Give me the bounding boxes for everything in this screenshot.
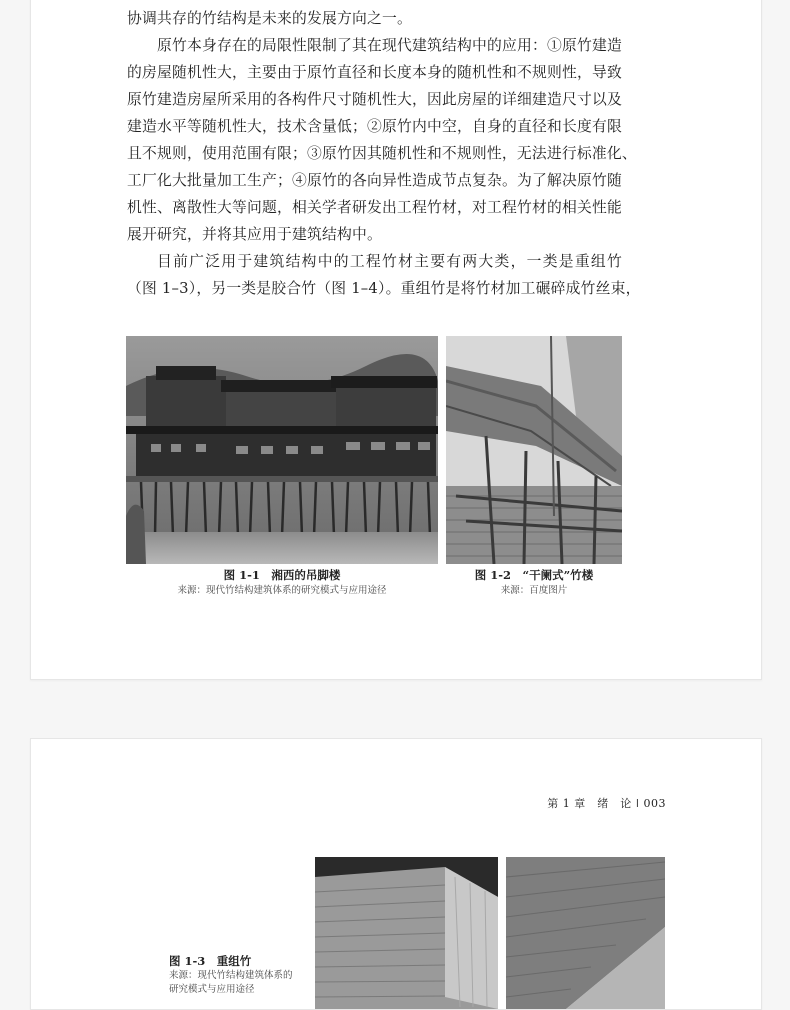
stilt-house-photo	[126, 336, 438, 564]
text-line: 展开研究，并将其应用于建筑结构中。	[127, 226, 382, 243]
figure-source: 来源：百度图片	[500, 585, 568, 596]
figure-source: 来源：现代竹结构建筑体系的	[169, 970, 293, 981]
figure-caption	[446, 567, 622, 598]
body-paragraphs	[127, 5, 641, 302]
figure-caption	[169, 953, 309, 997]
text-line: 原竹本身存在的局限性限制了其在现代建筑结构中的应用：①原竹建造	[157, 37, 622, 54]
text-line: 目前广泛用于建筑结构中的工程竹材主要有两大类，一类是重组竹	[157, 253, 622, 270]
figure-caption	[126, 567, 438, 598]
figure-title: 图 1-2 “干阑式”竹楼	[474, 568, 594, 582]
text-line: 建造水平等随机性大，技术含量低；②原竹内中空，自身的直径和长度有限	[127, 118, 622, 135]
document-page-top	[30, 0, 762, 680]
figure-source: 来源：现代竹结构建筑体系的研究模式与应用途径	[177, 585, 387, 596]
figure-title: 图 1-3 重组竹	[169, 954, 252, 968]
text-line: 协调共存的竹结构是未来的发展方向之一。	[127, 10, 412, 27]
text-line: 的房屋随机性大，主要由于原竹直径和长度本身的随机性和不规则性，导致	[127, 64, 622, 81]
figure-title: 图 1-1 湘西的吊脚楼	[223, 568, 341, 582]
document-page-bottom	[30, 738, 762, 1010]
laminated-bamboo-photo	[506, 857, 665, 1009]
bamboo-house-photo	[446, 336, 622, 564]
text-line: 机性、离散性大等问题，相关学者研发出工程竹材，对工程竹材的相关性能	[127, 199, 622, 216]
figure-source: 研究模式与应用途径	[169, 984, 255, 995]
running-head: 第 1 章 绪 论 ǀ 003	[547, 797, 666, 810]
text-line: 且不规则，使用范围有限；③原竹因其随机性和不规则性，无法进行标准化、	[127, 145, 637, 162]
text-line: 原竹建造房屋所采用的各构件尺寸随机性大，因此房屋的详细建造尺寸以及	[127, 91, 622, 108]
text-line: 工厂化大批量加工生产；④原竹的各向异性造成节点复杂。为了解决原竹随	[127, 172, 622, 189]
text-line: （图 1–3），另一类是胶合竹（图 1–4）。重组竹是将竹材加工碾碎成竹丝束，	[127, 280, 641, 297]
reconstituted-bamboo-photo	[315, 857, 498, 1009]
